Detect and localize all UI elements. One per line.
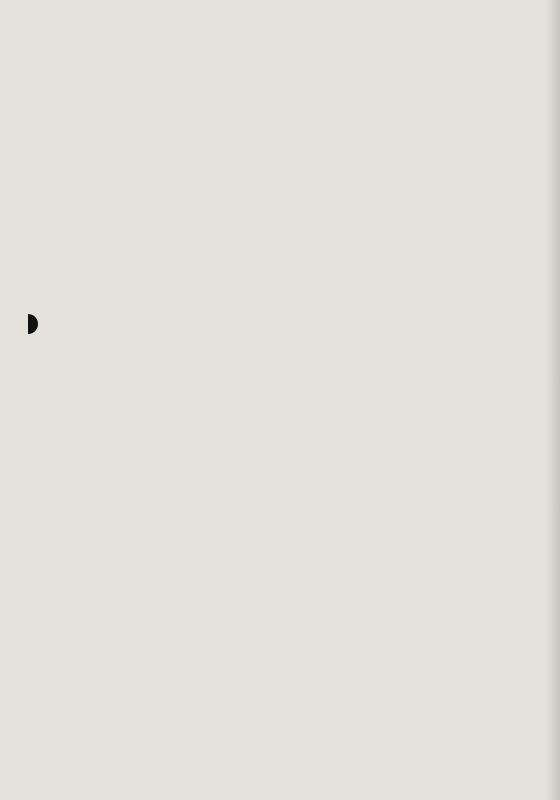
binding-hole bbox=[28, 314, 38, 334]
page-edge-shadow bbox=[546, 0, 560, 800]
text-block bbox=[84, 34, 488, 70]
page-header bbox=[0, 14, 560, 34]
chapter-heading bbox=[84, 34, 488, 53]
